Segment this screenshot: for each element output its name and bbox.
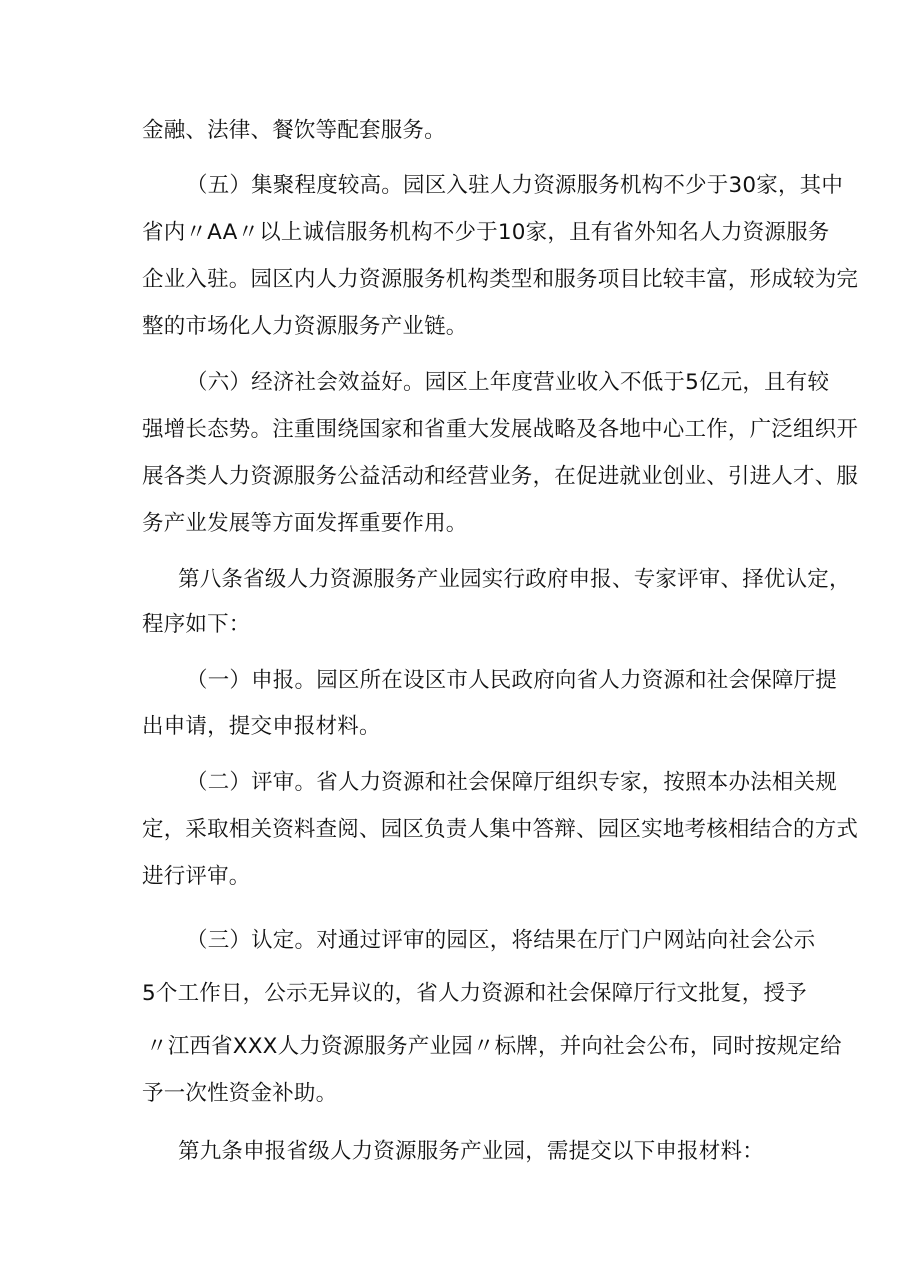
paragraph-six-line-2: 强增长态势。注重围绕国家和省重大发展战略及各地中心工作，广泛组织开: [142, 417, 859, 442]
paragraph-five-line-3: 企业入驻。园区内人力资源服务机构类型和服务项目比较丰富，形成较为完: [142, 267, 859, 292]
article-eight-item-2-line-1: （二）评审。省人力资源和社会保障厅组织专家，按照本办法相关规: [186, 770, 838, 795]
paragraph-five-line-4: 整的市场化人力资源服务产业链。: [142, 314, 468, 339]
article-eight-item-3-line-1: （三）认定。对通过评审的园区，将结果在厅门户网站向社会公示: [186, 928, 816, 953]
article-eight-item-3-line-3: 〃江西省XXX人力资源服务产业园〃标牌，并向社会公布，同时按规定给: [146, 1034, 842, 1059]
article-eight-item-2-line-2: 定，采取相关资料查阅、园区负责人集中答辩、园区实地考核相结合的方式: [142, 817, 859, 842]
article-eight-item-3-line-4: 予一次性资金补助。: [142, 1081, 338, 1106]
article-eight-item-3-line-2: 5个工作日，公示无异议的，省人力资源和社会保障厅行文批复，授予: [142, 981, 807, 1006]
paragraph-six-line-1: （六）经济社会效益好。园区上年度营业收入不低于5亿元，且有较: [186, 370, 830, 395]
article-eight-item-2-line-3: 进行评审。: [142, 864, 251, 889]
paragraph-five-line-2: 省内〃AA〃以上诚信服务机构不少于10家，且有省外知名人力资源服务: [142, 220, 830, 245]
paragraph-six-line-3: 展各类人力资源服务公益活动和经营业务，在促进就业创业、引进人才、服: [142, 464, 859, 489]
article-eight-item-1-line-1: （一）申报。园区所在设区市人民政府向省人力资源和社会保障厅提: [186, 668, 838, 693]
article-eight-item-1-line-2: 出申请，提交申报材料。: [142, 714, 381, 739]
article-eight-line-2: 程序如下：: [142, 612, 251, 637]
article-nine-line-1: 第九条申报省级人力资源服务产业园，需提交以下申报材料：: [178, 1139, 764, 1164]
article-eight-line-1: 第八条省级人力资源服务产业园实行政府申报、专家评审、择优认定，: [178, 567, 851, 592]
paragraph-five-line-1: （五）集聚程度较高。园区入驻人力资源服务机构不少于30家，其中: [186, 173, 844, 198]
paragraph-six-line-4: 务产业发展等方面发挥重要作用。: [142, 511, 468, 536]
text-line-continuation: 金融、法律、餐饮等配套服务。: [142, 118, 446, 143]
